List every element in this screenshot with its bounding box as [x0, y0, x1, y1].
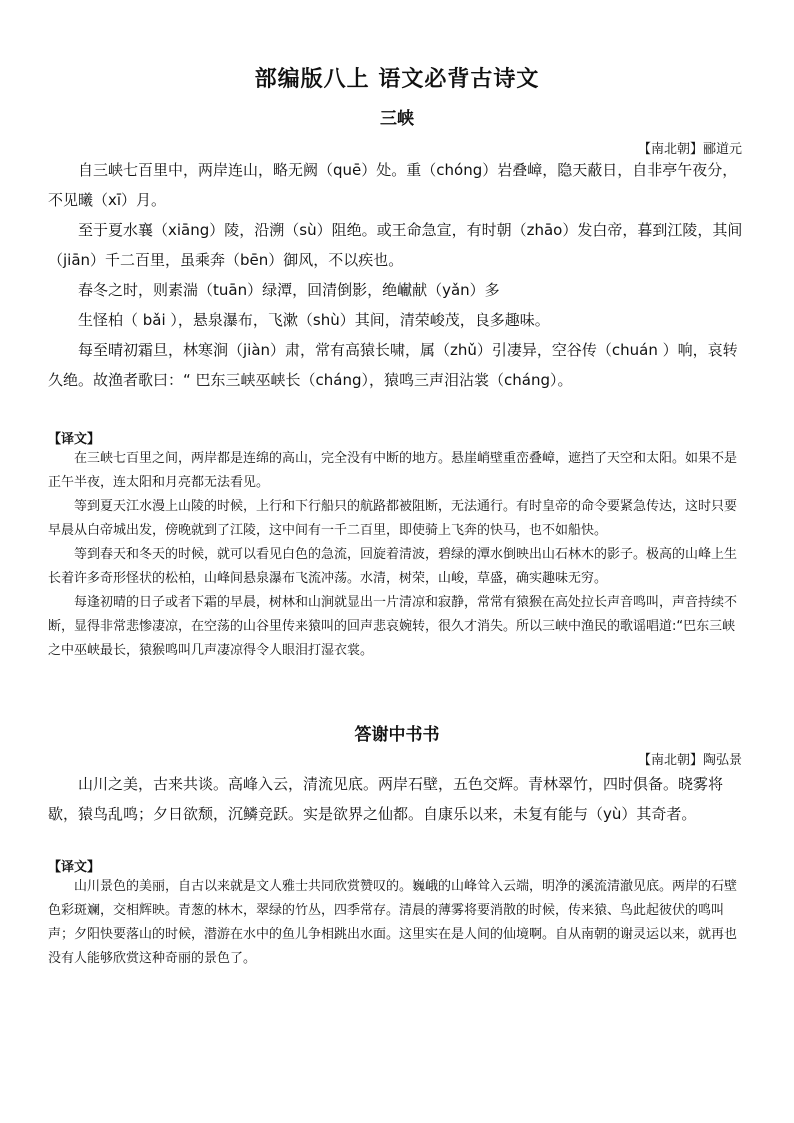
daxie-paragraph-1: 山川之美，古来共谈。高峰入云，清流见底。两岸石壁，五色交辉。青林翠竹，四时俱备。晓雾将歇，猿鸟乱鸣；夕日欲颓，沉鳞竞跃。实是欲界之仙都。自康乐以来，未复有能与（yù）其奇者。	[48, 775, 724, 823]
sanxia-translation-paragraph-1: 在三峡七百里之间，两岸都是连绵的高山，完全没有中断的地方。悬崖峭壁重峦叠嶂，遮挡了天空和太阳。如果不是正午半夜，连太阳和月亮都无法看见。	[48, 451, 738, 490]
page-title: 部编版八上 语文必背古诗文	[254, 67, 540, 92]
sanxia-paragraph-3: 春冬之时，则素湍（tuān）绿潭，回清倒影，绝𪩘献（yǎn）多	[78, 281, 500, 299]
sanxia-text	[48, 155, 748, 395]
daxie-author: 【南北朝】陶弘景	[637, 753, 742, 768]
sanxia-paragraph-4: 生怪柏（ bǎi ），悬泉瀑布，飞漱（shù）其间，清荣峻茂，良多趣味。	[78, 311, 550, 329]
sanxia-heading: 三峡	[380, 109, 414, 129]
daxie-text	[48, 769, 748, 829]
daxie-translation-label: 【译文】	[48, 860, 101, 875]
daxie-translation	[48, 875, 745, 971]
sanxia-translation-paragraph-2: 等到夏天江水漫上山陵的时候，上行和下行船只的航路都被阻断，无法通行。有时皇帝的命令要紧急传达，这时只要早晨从白帝城出发，傍晚就到了江陵，这中间有一千二百里，即使骑上飞奔的快马，也不如船快。	[48, 499, 738, 538]
sanxia-translation-paragraph-4: 每逢初晴的日子或者下霜的早晨，树林和山涧就显出一片清凉和寂静，常常有猿猴在高处拉长声音鸣叫，声音持续不断，显得非常悲惨凄凉，在空荡的山谷里传来猿叫的回声悲哀婉转，很久才消失。所以三峡中渔民的歌谣唱道:“巴东三峡之中巫峡最长，猿猴鸣叫几声凄凉得令人眼泪打湿衣裳。	[48, 595, 738, 658]
daxie-translation-paragraph-1: 山川景色的美丽，自古以来就是文人雅士共同欣赏赞叹的。巍峨的山峰耸入云端，明净的溪流清澈见底。两岸的石壁色彩斑斓，交相辉映。青葱的林木，翠绿的竹丛，四季常存。清晨的薄雾将要消散的时候，传来猿、鸟此起彼伏的鸣叫声；夕阳快要落山的时候，潜游在水中的鱼儿争相跳出水面。这里实在是人间的仙境啊。自从南朝的谢灵运以来，就再也没有人能够欣赏这种奇丽的景色了。	[48, 879, 738, 966]
sanxia-translation-label: 【译文】	[48, 432, 101, 447]
sanxia-paragraph-5: 每至晴初霜旦，林寒涧（jiàn）肃，常有高猿长啸，属（zhǔ）引凄异，空谷传（chuán ）响，哀转久绝。故渔者歌曰：“ 巴东三峡巫峡长（cháng），猿鸣三声泪沾裳（cháng）。	[48, 341, 738, 389]
daxie-heading: 答谢中书书	[354, 725, 440, 745]
sanxia-translation-paragraph-3: 等到春天和冬天的时候，就可以看见白色的急流，回旋着清波，碧绿的潭水倒映出山石林木的影子。极高的山峰上生长着许多奇形怪状的松柏，山峰间悬泉瀑布飞流冲荡。水清，树荣，山峻，草盛，确实趣味无穷。	[48, 547, 738, 586]
sanxia-paragraph-2: 至于夏水襄（xiāng）陵，沿溯（sù）阻绝。或王命急宣，有时朝（zhāo）发白帝，暮到江陵，其间（jiān）千二百里，虽乘奔（bēn）御风，不以疾也。	[48, 221, 743, 269]
sanxia-paragraph-1: 自三峡七百里中，两岸连山，略无阙（quē）处。重（chóng）岩叠嶂，隐天蔽日，自非亭午夜分，不见曦（xī）月。	[48, 161, 738, 209]
sanxia-translation	[48, 447, 745, 663]
sanxia-author: 【南北朝】郦道元	[637, 142, 742, 157]
